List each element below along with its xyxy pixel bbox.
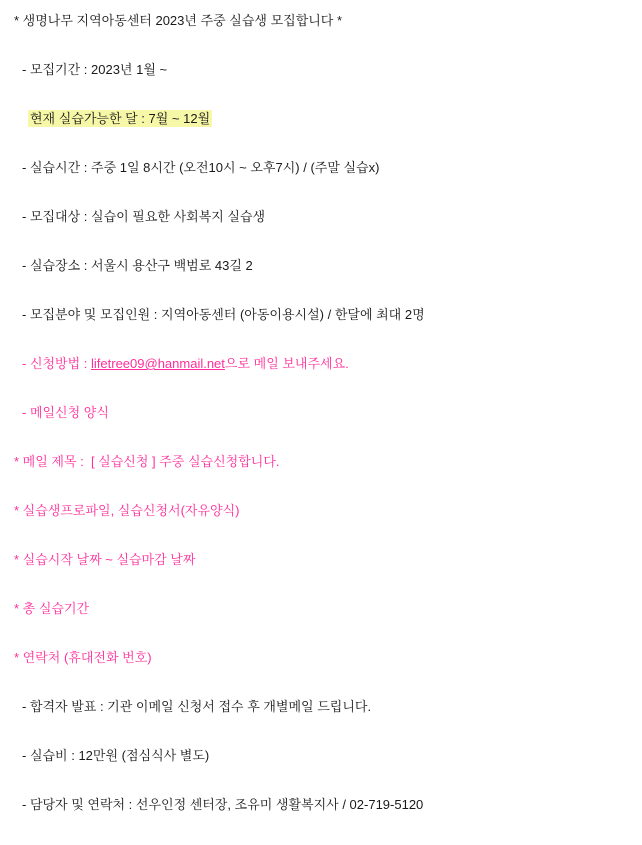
line-row xyxy=(14,404,628,453)
line-row xyxy=(14,355,628,404)
email-link[interactable]: lifetree09@hanmail.net xyxy=(91,356,225,371)
apply-suffix: 으로 메일 보내주세요. xyxy=(224,356,349,371)
text-required-documents: * 실습생프로파일, 실습신청서(자유양식) xyxy=(14,503,240,518)
text-mail-form-heading: - 메일신청 양식 xyxy=(22,405,109,420)
line-row xyxy=(14,306,628,355)
text-manager-and-contact: - 담당자 및 연락처 : 선우인정 센터장, 조유미 생활복지사 / 02-719-5120 xyxy=(22,797,424,812)
text-total-duration: * 총 실습기간 xyxy=(14,601,90,616)
text-result-announcement: - 합격자 발표 : 기관 이메일 신청서 접수 후 개별메일 드립니다. xyxy=(22,699,372,714)
text-available-months-wrapper xyxy=(14,110,212,128)
line-row xyxy=(14,110,628,159)
heading-recruitment-title: * 생명나무 지역아동센터 2023년 주중 실습생 모집합니다 * xyxy=(14,13,343,28)
line-row xyxy=(14,12,628,61)
line-row xyxy=(14,649,628,698)
line-row xyxy=(14,698,628,747)
line-row xyxy=(14,796,628,845)
text-target-applicants: - 모집대상 : 실습이 필요한 사회복지 실습생 xyxy=(22,209,266,224)
text-contact-phone: * 연락처 (휴대전화 번호) xyxy=(14,650,152,665)
text-recruit-period: - 모집기간 : 2023년 1월 ~ xyxy=(22,62,168,77)
text-practice-location: - 실습장소 : 서울시 용산구 백범로 43길 2 xyxy=(22,258,253,273)
text-mail-subject: * 메일 제목 : [ 실습신청 ] 주중 실습신청합니다. xyxy=(14,454,280,469)
line-row xyxy=(14,257,628,306)
text-practice-hours: - 실습시간 : 주중 1일 8시간 (오전10시 ~ 오후7시) / (주말 실습x) xyxy=(22,160,380,175)
line-row xyxy=(14,600,628,649)
line-row xyxy=(14,502,628,551)
apply-prefix: - 신청방법 : xyxy=(22,356,92,371)
line-row xyxy=(14,551,628,600)
text-available-months: 현재 실습가능한 달 : 7월 ~ 12월 xyxy=(30,111,211,126)
line-row xyxy=(14,208,628,257)
line-row xyxy=(14,453,628,502)
text-practice-fee: - 실습비 : 12만원 (점심식사 별도) xyxy=(22,748,210,763)
text-how-to-apply xyxy=(14,355,349,373)
text-field-and-headcount: - 모집분야 및 모집인원 : 지역아동센터 (아동이용시설) / 한달에 최대 2명 xyxy=(22,307,425,322)
line-row xyxy=(14,61,628,110)
text-practice-dates: * 실습시작 날짜 ~ 실습마감 날짜 xyxy=(14,552,196,567)
line-row xyxy=(14,747,628,796)
line-row xyxy=(14,159,628,208)
